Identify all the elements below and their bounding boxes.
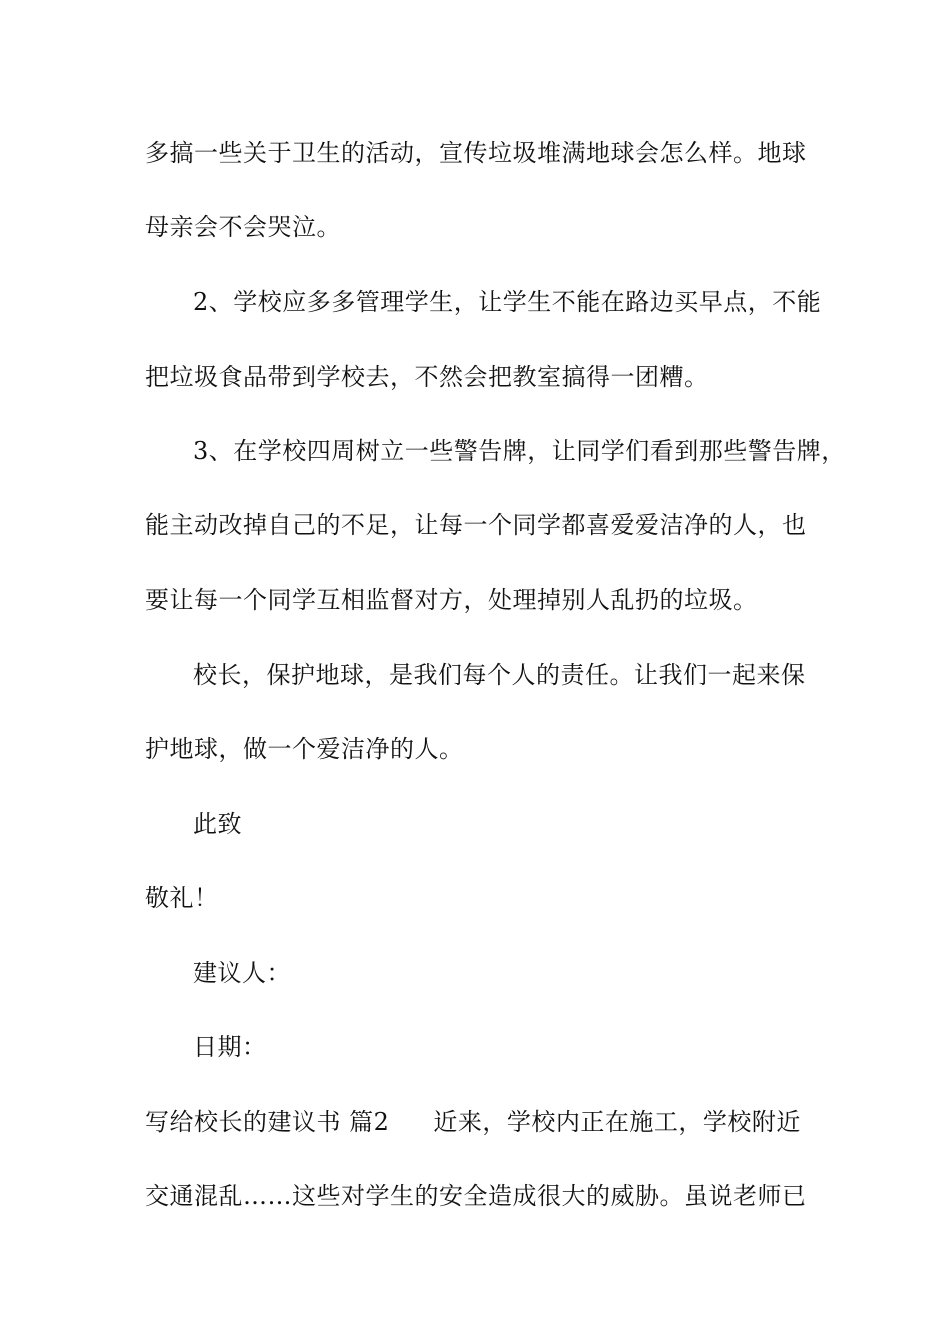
paragraph-line: 把垃圾食品带到学校去，不然会把教室搞得一团糟。 (145, 363, 709, 391)
paragraph-line: 能主动改掉自己的不足，让每一个同学都喜爱爱洁净的人，也 (145, 511, 807, 539)
paragraph-text: 近来，学校内正在施工，学校附近 (433, 1108, 801, 1136)
paragraph-line: 母亲会不会哭泣。 (145, 213, 341, 241)
closing-regards: 敬礼！ (145, 884, 219, 912)
paragraph-line: 3、在学校四周树立一些警告牌，让同学们看到那些警告牌， (193, 437, 846, 465)
signer-label: 建议人： (193, 959, 291, 987)
section-title: 写给校长的建议书 篇2 (145, 1108, 390, 1136)
section-heading-line (145, 1107, 801, 1137)
paragraph-line: 校长，保护地球，是我们每个人的责任。让我们一起来保 (193, 661, 806, 689)
paragraph-line: 护地球，做一个爱洁净的人。 (145, 735, 464, 763)
date-label: 日期： (193, 1033, 267, 1061)
paragraph-line: 要让每一个同学互相监督对方，处理掉别人乱扔的垃圾。 (145, 586, 758, 614)
paragraph-line: 交通混乱……这些对学生的安全造成很大的威胁。虽说老师已 (145, 1182, 807, 1210)
paragraph-line: 多搞一些关于卫生的活动，宣传垃圾堆满地球会怎么样。地球 (145, 139, 807, 167)
closing-salutation: 此致 (193, 810, 242, 838)
paragraph-line: 2、学校应多多管理学生，让学生不能在路边买早点，不能 (193, 288, 822, 316)
